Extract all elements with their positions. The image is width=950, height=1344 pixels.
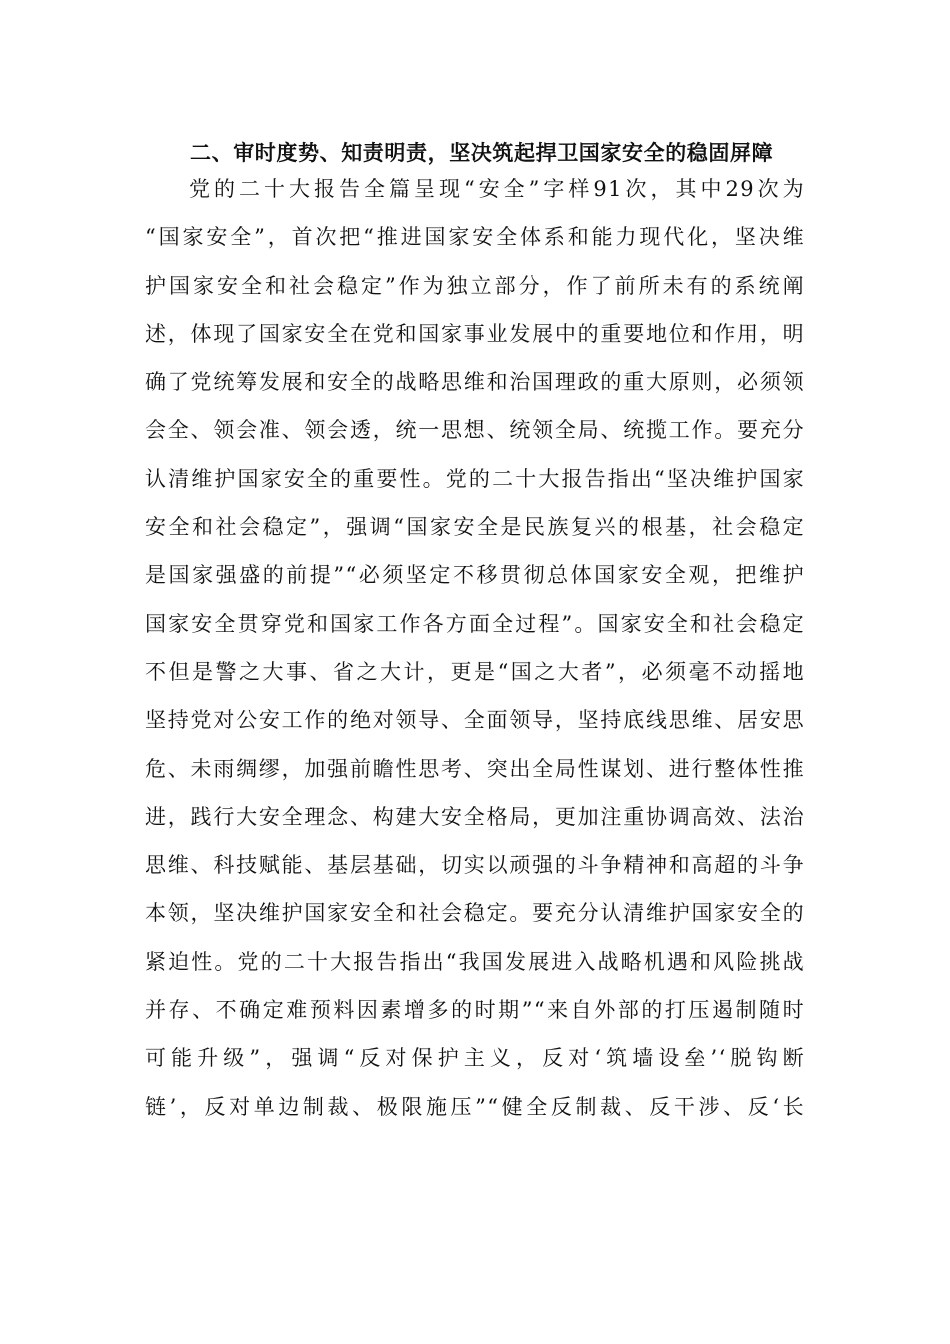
paragraph-line: “国家安全”，首次把“推进国家安全体系和能力现代化，坚决维 [145,225,805,250]
paragraph-line: 述，体现了国家安全在党和国家事业发展中的重要地位和作用，明 [145,321,805,346]
paragraph-line: 链’，反对单边制裁、极限施压”“健全反制裁、反干涉、反‘长 [145,1094,805,1119]
paragraph-line: 进，践行大安全理念、构建大安全格局，更加注重协调高效、法治 [145,804,805,829]
paragraph-line: 不但是警之大事、省之大计，更是“国之大者”，必须毫不动摇地 [145,659,805,684]
paragraph-line: 思维、科技赋能、基层基础，切实以顽强的斗争精神和高超的斗争 [145,853,805,878]
paragraph-line: 是国家强盛的前提”“必须坚定不移贯彻总体国家安全观，把维护 [145,563,805,588]
paragraph-line: 国家安全贯穿党和国家工作各方面全过程”。国家安全和社会稳定 [145,611,805,636]
paragraph-line: 紧迫性。党的二十大报告指出“我国发展进入战略机遇和风险挑战 [145,949,805,974]
paragraph-line: 危、未雨绸缪，加强前瞻性思考、突出全局性谋划、进行整体性推 [145,756,805,781]
paragraph-line: 确了党统筹发展和安全的战略思维和治国理政的重大原则，必须领 [145,370,805,395]
paragraph-line: 安全和社会稳定”，强调“国家安全是民族复兴的根基，社会稳定 [145,515,805,540]
paragraph-line: 会全、领会准、领会透，统一思想、统领全局、统揽工作。要充分 [145,418,805,443]
paragraph-line: 本领，坚决维护国家安全和社会稳定。要充分认清维护国家安全的 [145,901,805,926]
paragraph-line: 护国家安全和社会稳定”作为独立部分，作了前所未有的系统阐 [145,273,805,298]
body-paragraph [145,165,805,1131]
paragraph-line: 党的二十大报告全篇呈现“安全”字样91次，其中29次为 [189,177,805,201]
paragraph-line: 坚持党对公安工作的绝对领导、全面领导，坚持底线思维、居安思 [145,708,805,733]
paragraph-line: 认清维护国家安全的重要性。党的二十大报告指出“坚决维护国家 [145,466,805,491]
paragraph-line: 可能升级”，强调“反对保护主义，反对‘筑墙设垒’‘脱钩断 [145,1046,805,1071]
section-heading: 二、审时度势、知责明责，坚决筑起捍卫国家安全的稳固屏障 [190,141,774,165]
paragraph-line: 并存、不确定难预料因素增多的时期”“来自外部的打压遏制随时 [145,998,805,1023]
